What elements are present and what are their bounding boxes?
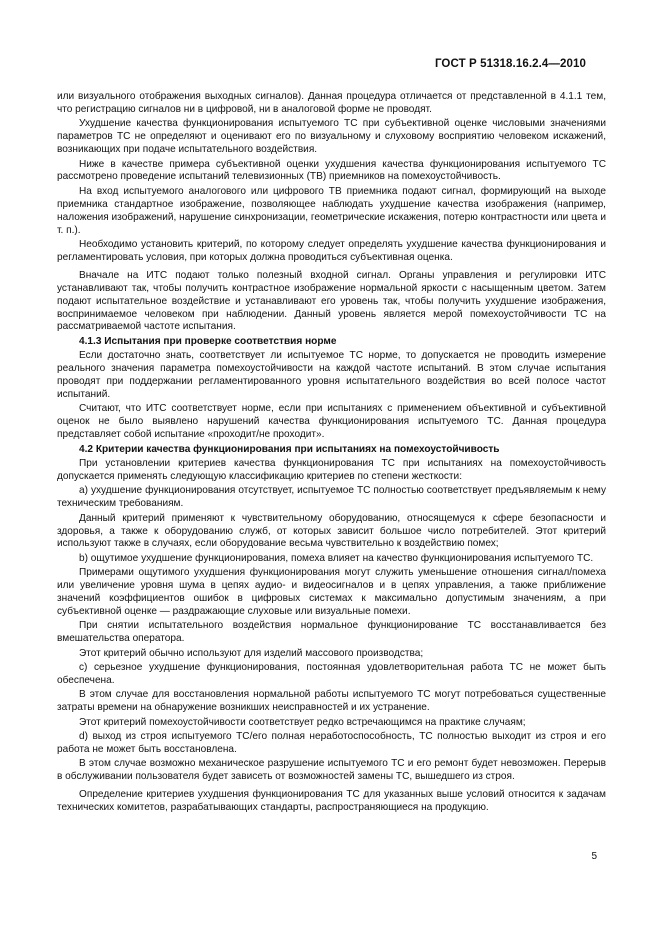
paragraph-criterion-b-examples: Примерами ощутимого ухудшения функционирования могут служить уменьшение отношения сигнал/помеха или увеличение уровня шума в цепях аудио- и видеосигналов и в цепях управления, а также приближение значений коэффициентов ошибок в цифровых системах к максимально допустимым значениям, а при субъективной оценке — раздражающие слуховые или визуальные помехи. bbox=[57, 567, 606, 617]
criterion-item-a: а) ухудшение функционирования отсутствует, испытуемое ТС полностью соответствует предъявляемым к нему техническим требованиям. bbox=[57, 485, 606, 510]
paragraph-continuation: или визуального отображения выходных сигналов). Данная процедура отличается от представленной в 4.1.1 тем, что регистрацию сигналов ни в цифровой, ни в аналоговой форме не проводят. bbox=[57, 91, 606, 115]
paragraph-criterion-c-usage: Этот критерий помехоустойчивости соответствует редко встречающимся на практике случаям; bbox=[79, 716, 526, 728]
paragraph-criterion-b-recovery: При снятии испытательного воздействия нормальное функционирование ТС восстанавливается без вмешательства оператора. bbox=[57, 620, 606, 645]
paragraph-criteria-intro: При установлении критериев качества функционирования ТС при испытаниях на помехоустойчивость допускается применять следующую классификацию критериев по степени жесткости: bbox=[57, 457, 606, 482]
criterion-item-c: с) серьезное ухудшение функционирования, постоянная удовлетворительная работа ТС не может быть обеспечена. bbox=[57, 662, 606, 686]
criterion-item-b: b) ощутимое ухудшение функционирования, помеха влияет на качество функционирования испытуемого ТС. bbox=[79, 552, 594, 564]
document-code-header: ГОСТ Р 51318.16.2.4—2010 bbox=[434, 58, 586, 70]
paragraph-tv-input-signal: На вход испытуемого аналогового или цифрового ТВ приемника подают сигнал, формирующий на выходе приемника стандартное изображение, позволяющее наблюдать ухудшение качества изображения (например, наложения изображений, нарушение синхронизации, геометрические искажения, потерю контрастности или цвета и т. п.). bbox=[57, 185, 606, 236]
document-body bbox=[57, 91, 606, 817]
paragraph-tv-example-intro: Ниже в качестве примера субъективной оценки ухудшения качества функционирования испытуемого ТС рассмотрено проведение испытаний телевизионных (ТВ) приемников на помехоустойчивость. bbox=[57, 158, 606, 183]
criterion-item-d: d) выход из строя испытуемого ТС/его полная неработоспособность, ТС полностью выходит из строя и его работа не может быть восстановлена. bbox=[57, 731, 606, 755]
paragraph-compliance-check: Если достаточно знать, соответствует ли испытуемое ТС норме, то допускается не проводить измерение реального значения параметра помехоустойчивости на каждой частоте испытаний. В этом случае испытания проводят при поддержании регламентированного уровня испытательного воздействия во всей полосе частот испытаний. bbox=[57, 350, 606, 400]
paragraph-committees: Определение критериев ухудшения функционирования ТС для указанных выше условий относится к задачам технических комитетов, разрабатывающих стандарты, распространяющиеся на продукцию. bbox=[57, 789, 606, 814]
paragraph-procedure: Вначале на ИТС подают только полезный входной сигнал. Органы управления и регулировки ИТС устанавливают так, чтобы получить контрастное изображение нормальной яркости с насыщенным цветом. Затем подают испытательное воздействие и устанавливают его уровень так, чтобы получить ухудшение изображения, воспринимаемое человеком при наблюдении. Данный уровень является мерой помехоустойчивости ТС на рассматриваемой частоте испытания. bbox=[57, 269, 606, 333]
paragraph-subjective-assessment: Ухудшение качества функционирования испытуемого ТС при субъективной оценке числовыми значениями параметров ТС не определяют и оценивают его по визуальному и слуховому восприятию человеком искажений, возникающих при подаче испытательного воздействия. bbox=[57, 118, 606, 156]
page-number: 5 bbox=[591, 851, 597, 862]
paragraph-criterion-a-usage: Данный критерий применяют к чувствительному оборудованию, относящемуся к сфере безопасности и здоровья, а также к оборудованию служб, от которых зависит большое число потребителей. Этот критерий используют также в случаях, если оборудование весьма чувствительно к воздействию помех; bbox=[57, 512, 606, 550]
paragraph-criterion-need: Необходимо установить критерий, по которому следует определять ухудшение качества функционирования и регламентировать условия, при которых должна проводиться субъективная оценка. bbox=[57, 238, 606, 263]
section-heading-4-2: 4.2 Критерии качества функционирования при испытаниях на помехоустойчивость bbox=[79, 443, 500, 455]
paragraph-criterion-b-usage: Этот критерий обычно используют для изделий массового производства; bbox=[79, 647, 424, 659]
paragraph-criterion-c-recovery: В этом случае для восстановления нормальной работы испытуемого ТС могут потребоваться существенные затраты времени на обнаружение возникших неисправностей и их устранение. bbox=[57, 689, 606, 714]
paragraph-criterion-d-details: В этом случае возможно механическое разрушение испытуемого ТС и его ремонт будет невозможен. Перерыв в обслуживании пользователя будет зависеть от возможностей замены ТС, вышедшего из строя. bbox=[57, 758, 606, 783]
paragraph-pass-fail: Считают, что ИТС соответствует норме, если при испытаниях с применением объективной и субъективной оценок не было выявлено нарушений качества функционирования испытуемого ТС. Данная процедура представляет собой испытание «проходит/не проходит». bbox=[57, 403, 606, 441]
section-heading-4-1-3: 4.1.3 Испытания при проверке соответствия норме bbox=[79, 335, 337, 347]
